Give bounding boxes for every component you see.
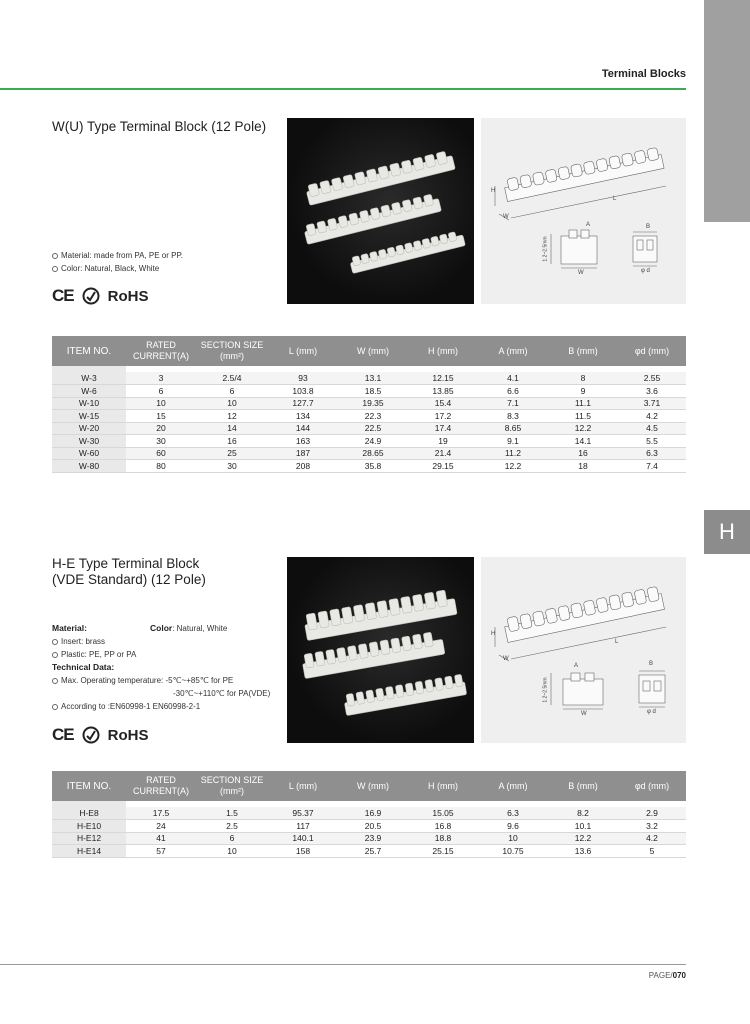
table-cell: 12.2 [548, 832, 618, 845]
terminal-block-photo-illustration [287, 557, 474, 743]
table-cell: H-E14 [52, 845, 126, 858]
table-cell: 6.3 [618, 447, 686, 460]
table-cell: 134 [268, 410, 338, 423]
dim-label-m: 1.2~2.5mm [542, 677, 549, 703]
rohs-mark: RoHS [107, 726, 149, 744]
dim-label-w: W [503, 656, 509, 662]
table-cell: W-15 [52, 410, 126, 423]
table-cell: 19.35 [338, 397, 408, 410]
section2-title-line2: (VDE Standard) (12 Pole) [52, 572, 206, 587]
dim-label-h: H [491, 188, 496, 194]
table-cell: 22.5 [338, 422, 408, 435]
table-cell: 117 [268, 820, 338, 833]
table-cell: 7.4 [618, 460, 686, 473]
dim-label-w2: W [581, 711, 587, 717]
table-cell: 21.4 [408, 447, 478, 460]
table-cell: W-20 [52, 422, 126, 435]
table-cell: 25 [196, 447, 268, 460]
dim-label-l: L [615, 639, 619, 645]
table-cell: 16 [196, 435, 268, 448]
table-cell: 5.5 [618, 435, 686, 448]
col-w: W (mm) [338, 771, 408, 801]
table-cell: 16.9 [338, 807, 408, 820]
dim-label-a: A [574, 663, 579, 669]
table-cell: 80 [126, 460, 196, 473]
col-b: B (mm) [548, 771, 618, 801]
table-row [52, 397, 686, 410]
section1-specs [52, 249, 183, 275]
bullet-temperature: Max. Operating temperature: -5℃~+85℃ for PE [52, 674, 282, 687]
table-cell: 15.4 [408, 397, 478, 410]
table-cell: 16 [548, 447, 618, 460]
col-l: L (mm) [268, 336, 338, 366]
table-cell: 13.1 [338, 372, 408, 385]
table-cell: 4.5 [618, 422, 686, 435]
table-cell: 8 [548, 372, 618, 385]
table-cell: 28.65 [338, 447, 408, 460]
table-row [52, 410, 686, 423]
dim-label-b: B [646, 224, 651, 230]
table-cell: 4.1 [478, 372, 548, 385]
table-cell: 4.2 [618, 410, 686, 423]
table-cell: 9.1 [478, 435, 548, 448]
table-cell: 24.9 [338, 435, 408, 448]
dim-label-w2: W [578, 270, 584, 276]
table-cell: 10 [126, 397, 196, 410]
col-l: L (mm) [268, 771, 338, 801]
table-cell: 15.05 [408, 807, 478, 820]
dimension-drawing [481, 118, 686, 304]
table-cell: 18.8 [408, 832, 478, 845]
table-row [52, 447, 686, 460]
table-cell: 18 [548, 460, 618, 473]
table-cell: 16.8 [408, 820, 478, 833]
temperature-pa: -30℃~+110℃ for PA(VDE) [173, 689, 271, 698]
w-type-product-photo [287, 118, 474, 304]
table-row [52, 435, 686, 448]
table-cell: 57 [126, 845, 196, 858]
table-row [52, 422, 686, 435]
terminal-block-photo-illustration [287, 118, 474, 304]
table-cell: 10 [196, 845, 268, 858]
certification-marks [52, 725, 148, 745]
table-cell: 7.1 [478, 397, 548, 410]
table-cell: 29.15 [408, 460, 478, 473]
table-row [52, 807, 686, 820]
w-type-spec-table [52, 336, 686, 473]
col-a: A (mm) [478, 771, 548, 801]
table-cell: 17.5 [126, 807, 196, 820]
table-cell: H-E8 [52, 807, 126, 820]
col-item-no: ITEM NO. [52, 771, 126, 801]
table-cell: 24 [126, 820, 196, 833]
table-cell: 17.2 [408, 410, 478, 423]
table-cell: 208 [268, 460, 338, 473]
table-cell: 10.75 [478, 845, 548, 858]
table-cell: 3.6 [618, 385, 686, 398]
table-cell: 2.55 [618, 372, 686, 385]
h-e-type-technical-drawing [481, 557, 686, 743]
table-cell: H-E10 [52, 820, 126, 833]
table-cell: 2.5/4 [196, 372, 268, 385]
table-cell: 3.71 [618, 397, 686, 410]
h-e-type-spec-table [52, 771, 686, 858]
technical-data-label: Technical Data: [52, 662, 115, 672]
table-cell: 11.5 [548, 410, 618, 423]
dim-label-d: φ d [641, 268, 650, 274]
section2-title [52, 556, 206, 588]
dim-label-w: W [503, 214, 509, 220]
table-cell: 14.1 [548, 435, 618, 448]
bullet-material: Material: made from PA, PE or PP. [52, 249, 183, 262]
bullet-plastic: Plastic: PE, PP or PA [52, 648, 282, 661]
material-color-line: Material: Color: Natural, White [52, 623, 228, 633]
table-cell: 9 [548, 385, 618, 398]
table-header-row [52, 771, 686, 801]
table-cell: 187 [268, 447, 338, 460]
table-cell: 30 [196, 460, 268, 473]
col-a: A (mm) [478, 336, 548, 366]
table-cell: 8.3 [478, 410, 548, 423]
table-cell: 22.3 [338, 410, 408, 423]
dim-label-a: A [586, 222, 591, 228]
table-header-row [52, 336, 686, 366]
table-cell: 5 [618, 845, 686, 858]
table-cell: 13.85 [408, 385, 478, 398]
certification-marks [52, 286, 148, 306]
table-cell: 140.1 [268, 832, 338, 845]
table-cell: 18.5 [338, 385, 408, 398]
table-cell: 103.8 [268, 385, 338, 398]
table-cell: 10 [478, 832, 548, 845]
table-cell: 2.9 [618, 807, 686, 820]
table-cell: 17.4 [408, 422, 478, 435]
col-w: W (mm) [338, 336, 408, 366]
table-cell: 95.37 [268, 807, 338, 820]
bullet-according: According to :EN60998-1 EN60998-2-1 [52, 700, 282, 713]
table-cell: W-3 [52, 372, 126, 385]
table-cell: 60 [126, 447, 196, 460]
table-cell: 10.1 [548, 820, 618, 833]
col-section-size: SECTION SIZE (mm²) [196, 336, 268, 366]
table-cell: 30 [126, 435, 196, 448]
col-d: φd (mm) [618, 336, 686, 366]
table-row [52, 385, 686, 398]
table-cell: W-80 [52, 460, 126, 473]
dim-label-l: L [613, 196, 617, 202]
dim-label-m: 1.2~2.5mm [542, 236, 549, 262]
section2-specs [52, 622, 282, 713]
table-cell: 12.15 [408, 372, 478, 385]
section-tab-h[interactable]: H [704, 510, 750, 554]
col-item-no: ITEM NO. [52, 336, 126, 366]
bullet-insert: Insert: brass [52, 635, 282, 648]
section2-title-line1: H-E Type Terminal Block [52, 556, 200, 571]
table-cell: 6 [126, 385, 196, 398]
table-cell: 10 [196, 397, 268, 410]
table-cell: 8.2 [548, 807, 618, 820]
table-cell: 12.2 [548, 422, 618, 435]
table-cell: 2.5 [196, 820, 268, 833]
header-divider [0, 88, 686, 90]
col-d: φd (mm) [618, 771, 686, 801]
table-cell: 9.6 [478, 820, 548, 833]
table-cell: 19 [408, 435, 478, 448]
quality-seal-icon [82, 287, 100, 305]
table-cell: 41 [126, 832, 196, 845]
col-section-size: SECTION SIZE (mm²) [196, 771, 268, 801]
col-h: H (mm) [408, 336, 478, 366]
table-row [52, 832, 686, 845]
table-row [52, 460, 686, 473]
dim-label-d: φ d [647, 709, 656, 715]
ce-mark: CE [52, 286, 74, 305]
footer-divider [0, 964, 686, 965]
side-tab-top [704, 0, 750, 222]
table-cell: 15 [126, 410, 196, 423]
table-row [52, 820, 686, 833]
table-cell: 127.7 [268, 397, 338, 410]
table-cell: 4.2 [618, 832, 686, 845]
table-cell: 20.5 [338, 820, 408, 833]
table-cell: 6 [196, 385, 268, 398]
table-cell: W-30 [52, 435, 126, 448]
table-cell: 6.3 [478, 807, 548, 820]
table-cell: 6.6 [478, 385, 548, 398]
dim-label-h: H [491, 631, 496, 637]
table-cell: 93 [268, 372, 338, 385]
dim-label-b: B [649, 661, 654, 667]
table-cell: W-6 [52, 385, 126, 398]
page-number: PAGE/070 [648, 971, 686, 980]
col-rated-current: RATED CURRENT(A) [126, 336, 196, 366]
section1-title: W(U) Type Terminal Block (12 Pole) [52, 119, 267, 134]
table-cell: 3 [126, 372, 196, 385]
table-cell: 6 [196, 832, 268, 845]
ce-mark: CE [52, 725, 74, 744]
table-cell: 12 [196, 410, 268, 423]
table-row [52, 372, 686, 385]
table-cell: 35.8 [338, 460, 408, 473]
table-cell: 8.65 [478, 422, 548, 435]
table-row [52, 845, 686, 858]
table-cell: W-10 [52, 397, 126, 410]
table-cell: 3.2 [618, 820, 686, 833]
table-cell: 13.6 [548, 845, 618, 858]
table-cell: W-60 [52, 447, 126, 460]
table-cell: 25.15 [408, 845, 478, 858]
quality-seal-icon [82, 726, 100, 744]
page-header-title: Terminal Blocks [601, 68, 686, 80]
col-h: H (mm) [408, 771, 478, 801]
table-cell: 1.5 [196, 807, 268, 820]
table-cell: 25.7 [338, 845, 408, 858]
col-b: B (mm) [548, 336, 618, 366]
table-cell: 11.1 [548, 397, 618, 410]
bullet-color: Color: Natural, Black, White [52, 262, 183, 275]
table-cell: 12.2 [478, 460, 548, 473]
h-e-type-product-photo [287, 557, 474, 743]
table-cell: 158 [268, 845, 338, 858]
table-cell: H-E12 [52, 832, 126, 845]
w-type-technical-drawing [481, 118, 686, 304]
table-cell: 11.2 [478, 447, 548, 460]
table-cell: 14 [196, 422, 268, 435]
col-rated-current: RATED CURRENT(A) [126, 771, 196, 801]
table-cell: 144 [268, 422, 338, 435]
table-cell: 20 [126, 422, 196, 435]
table-cell: 23.9 [338, 832, 408, 845]
rohs-mark: RoHS [107, 287, 149, 305]
table-cell: 163 [268, 435, 338, 448]
